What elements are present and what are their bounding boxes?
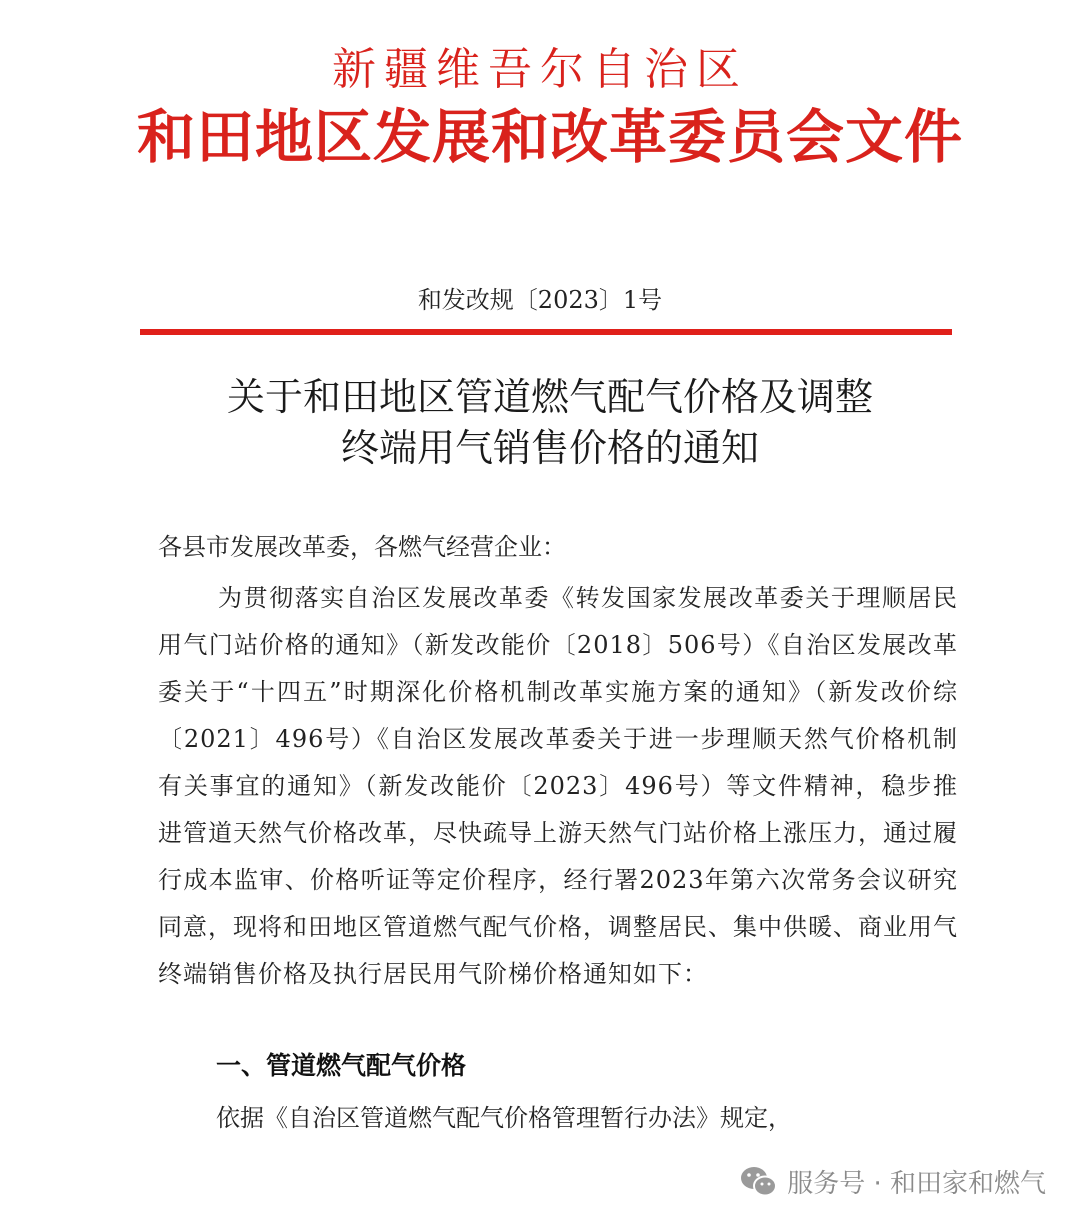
section-text: 依据《自治区管道燃气配气价格管理暂行办法》规定， xyxy=(216,1104,792,1132)
wechat-icon xyxy=(739,1165,779,1199)
addressee: 各县市发展改革委，各燃气经营企业： xyxy=(158,533,566,561)
watermark-text: 服务号 · 和田家和燃气 xyxy=(787,1169,1046,1199)
red-divider xyxy=(140,329,952,335)
body-paragraph: 为贯彻落实自治区发展改革委《转发国家发展改革委关于理顺居民用气门站价格的通知》（新发改能价〔2018〕506号）《自治区发展改革委关于“十四五”时期深化价格机制改革实施方案的通知》（新发改价综〔2021〕496号）《自治区发展改革委关于进一步理顺天然气价格机制有关事宜的通知》（新发改能价〔2023〕496号）等文件精神，稳步推进管道天然气价格改革，尽快疏导上游天然气门站价格上涨压力，通过履行成本监审、价格听证等定价程序，经行署2023年第六次常务会议研究同意，现将和田地区管道燃气配气价格，调整居民、集中供暖、商业用气终端销售价格及执行居民用气阶梯价格通知如下： xyxy=(158,584,958,988)
watermark xyxy=(739,1163,1046,1200)
issuer-line-2: 和田地区发展和改革委员会文件 xyxy=(136,103,963,171)
issuer-line-1: 新疆维吾尔自治区 xyxy=(332,44,748,95)
section-heading: 一、管道燃气配气价格 xyxy=(216,1051,467,1080)
document-title-line-2: 终端用气销售价格的通知 xyxy=(340,426,759,470)
document-number: 和发改规〔2023〕1号 xyxy=(417,286,663,314)
document-title-line-1: 关于和田地区管道燃气配气价格及调整 xyxy=(226,375,873,419)
